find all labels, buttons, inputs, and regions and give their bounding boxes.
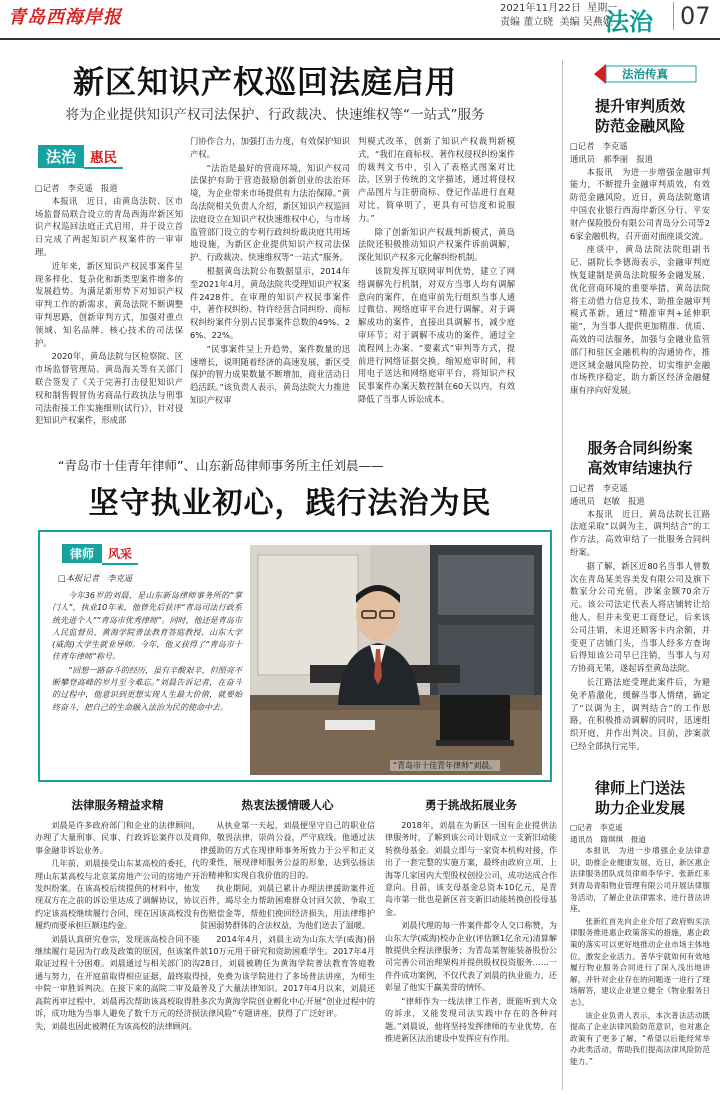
lead-paragraph: 本报讯 近日，由黄岛法院、区市场监督局联合设立的青岛西海岸新区知识产权巡回法庭正式启用，并于设立首日完成了两起知识产权案件的一审审理。 [35,195,183,257]
lead-paragraph: 根据黄岛法院公布数据显示，2014年至2021年4月，黄岛法院共受理知识产权案件2428件。在审理的知识产权民事案件中，著作权纠纷、特许经营合同纠纷、商标权纠纷案件分别占民事案件总数的49%、26%、22%。 [190,265,350,340]
lead-paragraph: 门协作合力，加强打击力度，有效保护知识产权。 [190,136,350,159]
lead-paragraph: 2020年，黄岛法院与区检察院、区市场监督管理局、黄岛海关等有关部门联合签发了《关于完善打击侵犯知识产权和制售假冒伪劣商品行政执法与刑事司法衔接工作实施细则(试行)》，针对侵犯知识产权案件，形成部 [35,351,183,426]
editor-label: 责编 [500,17,520,28]
sidebar-story-byline: □记者 李克遥 [570,823,623,832]
sidebar-story-byline: 通讯员 隋琪琪 报道 [570,834,646,844]
profile-section-paragraph: 2014年4月，刘晨主动为山东大学(威海)捐款10万元用于研究和资助困难学生。2017年4月28日，刘晨被聘任为黄海学院普法教育答庭教授，免费为该学院进行了多场普法讲座，为师生普及了大量法律知识。2017年4月以来，刘晨还多次为黄海学院创业孵化中心开展“创业过程中的法律风险”专题讲座，获得了广泛好评。 [200,933,375,1019]
profile-photo [250,545,542,775]
designer-name: 吴燕妮 [582,17,613,28]
lead-column-tag [38,145,123,169]
sidebar-story-paragraph: 本报讯 为进一步增强企业法律意识，助推企业健康发展，近日，新区惠企法律服务团队成员律师李华宇、张新红来到青岛青阳物业管理有限公司开展法律服务活动，了解企业法律需求，进行普法讲座。 [570,846,710,914]
profile-section-2 [200,797,375,1021]
lead-tag-secondary: 惠民 [84,145,123,169]
section-name: 法治 [605,8,653,36]
sidebar-divider [562,60,563,1090]
lead-paragraph: “法治是最好的营商环境，知识产权司法保护有助于营造鼓励创新创业的法治环境，为企业带来市场提供有力法治保障。”黄岛法院相关负责人介绍，新区知识产权巡回法庭设立在知识产权快速维权中心，与市场监管部门设立的专利行政纠纷裁决庭共用场地设施，为新区企业提供知识产权司法保护、行政裁决、快速维权等“一站式”服务。 [190,162,350,263]
sidebar-story-title-line: 高效审结速执行 [587,459,693,477]
profile-section-paragraph: 刘晨认真研究卷宗，发现该高校合同不能继续履行是因为行政及政策的原因，但该案件取证过程十分困难。刘晨通过与相关部门的沟通与努力，在开庭前取得相应证据，最终取得中院一审胜诉判决。在接下来的高院二审及最高院再审过程中，刘晨再次帮助该高校取得胜诉，成功地为当事人避免了数千万元的经济损失，刘晨也因此被聘任为该高校的法律顾问。 [35,933,200,1031]
lead-paragraph: 判模式改革，创新了知识产权裁判新模式，“我们在商标权、著作权侵权纠纷案件的裁判文书中，引入了表格式图案对比法，区别于传统的文字描述，通过将侵权产品图片与注册商标、登记作品进行直观对比，简单明了，更具有可信度和说服力。” [358,136,515,223]
profile-intro-paragraph: 今年36岁的刘晨，是山东新岛律师事务所的“掌门人”，执业10年来，他曾先后获评“青岛司法行政系统先进个人”“青岛市优秀律师”。同时，他还是青岛市人民监督员、黄海学院普法教育答庭教授、山东大学(威海)大学生就业导师。今年，他又获得了“青岛市十佳青年律师”称号。 [52,591,242,662]
sidebar-story-title-line: 防范金融风险 [594,117,685,135]
editor-name: 董立晓 [523,17,554,28]
profile-section-1 [35,797,200,1033]
lawyer-portrait-illustration [250,545,542,775]
profile-headline: 坚守执业初心，践行法治为民 [88,486,492,521]
profile-quote-paragraph: “回想一路奋斗的经历，虽有辛酸艰辛，但照亮不断攀登高峰的岁月至今难忘。”刘晨告诉记者，在奋斗的过程中，他意识到更想实现人生最大价值，就要始终奋斗，把自己的生命融入法治为民的使命中去。 [52,665,242,712]
sidebar-story-byline: □记者 李克遥 [570,483,628,493]
sidebar-story-paragraph: 长江路法庭受理此案件后，为避免矛盾激化，缓解当事人情绪，确定了“以调为主，调判结合”的工作思路，在积极推动调解的同时，迅速组织开庭，并作出判决。目前，涉案款已经全部执行完毕。 [570,676,710,751]
lead-paragraph: “民事案件呈上升趋势，案件数量的迅速增长，说明随着经济的高速发展，新区受保护的智力成果数量不断增加，商业活动日趋活跃。”该负责人表示，黄岛法院大力推进知识产权审 [190,343,350,405]
sidebar-story-title-line: 助力企业发展 [594,799,685,817]
sidebar-tag [590,60,700,88]
issue-weekday: 星期一 [587,3,618,14]
profile-section-paragraph: 刘晨代理的每一件案件都令人交口称赞，为山东大学(威海)校办企业(评估额1亿余元)清算解散提供全程法律服务；为青岛某智能装备股份公司完善公司治理架构并提供股权投资服务……一件件成功案例，不仅代表了刘晨的执业能力，还彰显了他实干赢美誉的情怀。 [385,920,557,993]
lead-column-1 [35,182,183,428]
profile-section-paragraph: 执业期间，刘晨已累计办理法律援助案件近百件，竭尽全力帮助困难群众讨回欠款、争取工伤赔偿金等，帮他们挽回经济损失，用法律维护贫困弱势群体的合法权益，为他们送去了温暖。 [200,883,375,931]
profile-column-tag [62,543,138,565]
profile-section-3 [385,797,557,1045]
sidebar-story-paragraph: 座谈中，黄岛法院法院组副书记、副院长李德海表示，金融审判庭恢复建制是黄岛法院服务金融发展、优化营商环境的重要举措，黄岛法院将主动借力信息技术，助推金融审判模式革新，通过“精准审判+延伸职能”，为当事人提供更加精准、优质、高效的司法服务，加强与金融业监管部门和驻区金融机构的沟通协作，推进区域金融风险防控，切实维护金融市场秩序稳定，助力新区经济金融健康有序向好发展。 [570,244,710,396]
lead-tag-primary: 法治 [38,145,84,168]
sidebar-story-paragraph: 该企业负责人表示，本次普法活动既提高了企业法律风险防范意识，也对惠企政策有了更多了解，“希望以后能经常举办此类活动，帮助我们提高法律风险防范能力。” [570,1010,710,1066]
sidebar-story-paragraph: 本报讯 近日，黄岛法院长江路法庭采取“以调为主，调判结合”的工作方法，高效审结了一批服务合同纠纷案。 [570,508,710,557]
sidebar-story-paragraph: 张新红首先向企业介绍了政府购买法律服务推进惠企政策落实的措施，惠企政策的落实可以更好地推动企业市场主体地位，激发企业活力。普华宇就如何有效地履行物业服务合同进行了深入浅出地讲解，并针对企业存在的问题逐一进行了现场解答，建议企业建立健全《物业服务日志》。 [570,916,710,1007]
sidebar-tag-label: 法治传真 [622,67,668,81]
sidebar-story-1 [570,96,710,398]
profile-section-paragraph: 2018年，刘晨在为新区一国有企业提供法律服务时，了解到该公司计划成立一支新旧动能转换母基金。刘晨立即与一家资本机构对接，作出了一套完整的实施方案，最终由政府立项、上海等几家国内大型股权创投公司，成功达成合作意向。目前，该支母基金总资本10亿元，是青岛市第一批也是新区首支新旧动能转换创投母基金。 [385,820,557,917]
profile-tag-secondary: 风采 [102,544,138,565]
designer-label: 美编 [559,17,580,28]
profile-intro [52,590,242,715]
sidebar-story-byline: □记者 李克遥 [570,141,628,151]
profile-section-heading: 勇于挑战拓展业务 [425,798,517,812]
lead-byline: □记者 李克遥 报道 [35,183,118,193]
issue-info [500,2,617,30]
lead-column-2 [190,135,350,408]
sidebar-story-title-line: 律师上门送法 [594,779,685,797]
lead-subheadline: 将为企业提供知识产权司法保护、行政裁决、快速维权等“一站式”服务 [65,107,485,123]
sidebar-story-title-line: 提升审判质效 [594,97,685,115]
issue-date: 2021年11月22日 [500,3,581,14]
sidebar-story-3 [570,778,710,1068]
lead-paragraph: 该院发挥互联网审判优势，建立了网络调解先行机制，对双方当事人均有调解意向的案件，在庭审前先行组织当事人通过微信、网络庭审平台进行调解。对于调解成功的案件，直接出具调解书，减少庭审环节；对于调解不成功的案件，通过全流程网上办案、“要素式”审判等方式，提前进行网络证据交换，缩短庭审时间，利用电子送达和网络庭审平台，将知识产权民事案件办案天数控制在60天以内，有效降低了当事人诉讼成本。 [358,265,515,404]
profile-section-paragraph: 几年前，刘晨接受山东某高校的委托，代理山东某高校与北京某房地产公司的房地产开发纠纷案。在该高校后续提供的材料中，他发现双方在之前的诉讼里达成了调解协议，协议约定该高校继续履行合同，现在因该高校没有履约而要承担巨额违约金。 [35,858,200,931]
profile-kicker: “青岛市十佳青年律师”、山东新岛律师事务所主任刘晨—— [58,458,384,473]
lead-paragraph: 除了创新知识产权裁判新模式，黄岛法院还积极推动知识产权案件诉前调解，深化知识产权多元化解纠纷机制。 [358,226,515,263]
lead-paragraph: 近年来，新区知识产权民事案件呈现多样化、复杂化和新类型案件增多的发展趋势。为满足新形势下对知识产权审判工作的新需求，黄岛法院不断调整审判思路，创新审判方式，加强对重点领域、知名品牌、核心技术的司法保护。 [35,260,183,348]
sidebar-story-byline: 通讯员 赵敏 报道 [570,495,645,506]
page-number: 07 [673,2,711,30]
profile-section-heading: 法律服务精益求精 [71,798,164,812]
sidebar-story-2 [570,438,710,754]
profile-section-paragraph: 刘晨是许多政府部门和企业的法律顾问，办理了大量刑事、民事、行政诉讼案件以及商事金融非诉讼业务。 [35,820,200,855]
profile-section-paragraph: 从执业第一天起，刘晨便坚守自己的职业信仰，敬畏法律，崇尚公益，严守底线。他通过法律援助的方式在现律师事务所致力于公平和正义的秉性，展现律师服务公益的形象，达到弘扬法治精神和实现自我价值的目的。 [200,820,375,880]
profile-tag-primary: 律师 [62,544,102,563]
profile-byline: □本报记者 李克遥 [58,573,133,583]
profile-section-paragraph: “律师作为一线法律工作者，既能听到大众的诉求，又能发现司法实践中存在的各种问题。”刘晨说，他将坚持发挥律师的专业优势，在推进新区法治建设中发挥应有作用。 [385,995,557,1043]
lead-headline: 新区知识产权巡回法庭启用 [73,65,457,101]
sidebar-story-byline: 通讯员 郝季丽 报道 [570,153,653,164]
profile-photo-caption: “青岛市十佳青年律师”刘晨。 [390,760,500,771]
header-rule [0,38,720,40]
sidebar-story-paragraph: 本报讯 为进一步增强金融审判能力，不断提升金融审判质效，有效防范金融风险，近日，黄岛法院邀请中国农业银行西海岸新区分行、平安财产保险股份有限公司青岛分公司等26家金融机构，召开面对面座谈交流。 [570,166,710,241]
sidebar-story-title-line: 服务合同纠纷案 [587,439,693,457]
lead-column-3 [358,135,515,407]
profile-section-heading: 热衷法援情暖人心 [241,798,334,812]
sidebar-story-paragraph: 据了解，新区近80名当事人曾数次在青岛某美容美发有限公司及旗下数家分公司充值，涉案金额70余万元。该公司法定代表人将店铺转让给他人，但并未变更工商登记，后来该公司注销，未退还顾客卡内余额，并变更了店铺门头，当事人经多方查询后得知该公司早已注销，当事人与对方协商无果，遂起诉至黄岛法院。 [570,560,710,674]
newspaper-logo: 青岛西海岸报 [8,7,122,28]
